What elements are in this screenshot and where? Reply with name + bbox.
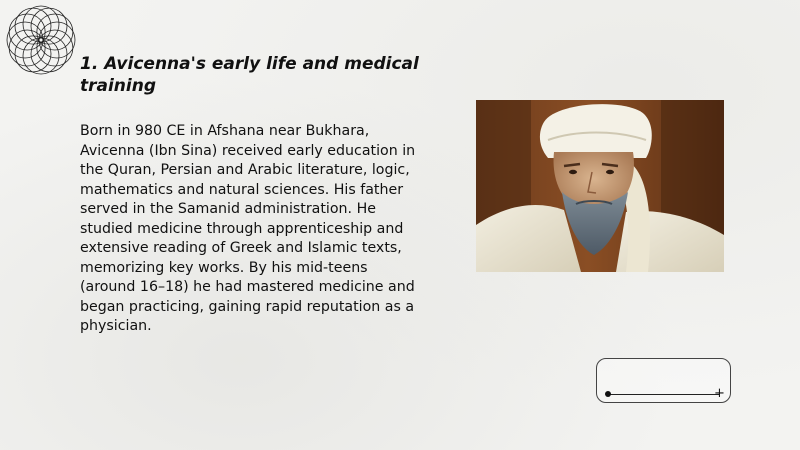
slider-track[interactable] xyxy=(608,394,720,395)
rosette-svg xyxy=(5,4,77,76)
rosette-ornament-icon xyxy=(5,4,77,76)
slide-body-text: Born in 980 CE in Afshana near Bukhara, Avicenna (Ibn Sina) received early education in the Quran, Persian and Arabic literature, logic, mathematics and natural sciences. His father served in the Samanid administration. He studied medicine through apprenticeship and extensive reading of Greek and Islamic texts, memorizing key works. By his mid-teens (around 16–18) he had mastered medicine and began practicing, gaining rapid reputation as a physician. xyxy=(80,123,416,334)
slider-handle[interactable] xyxy=(605,391,611,397)
right-eye xyxy=(606,170,614,174)
left-eye xyxy=(569,170,577,174)
avicenna-portrait-image xyxy=(476,100,724,272)
slider-control[interactable] xyxy=(596,358,731,403)
plus-icon[interactable]: + xyxy=(714,386,725,401)
portrait-svg xyxy=(476,100,724,272)
slide-title: 1. Avicenna's early life and medical training xyxy=(80,54,419,96)
